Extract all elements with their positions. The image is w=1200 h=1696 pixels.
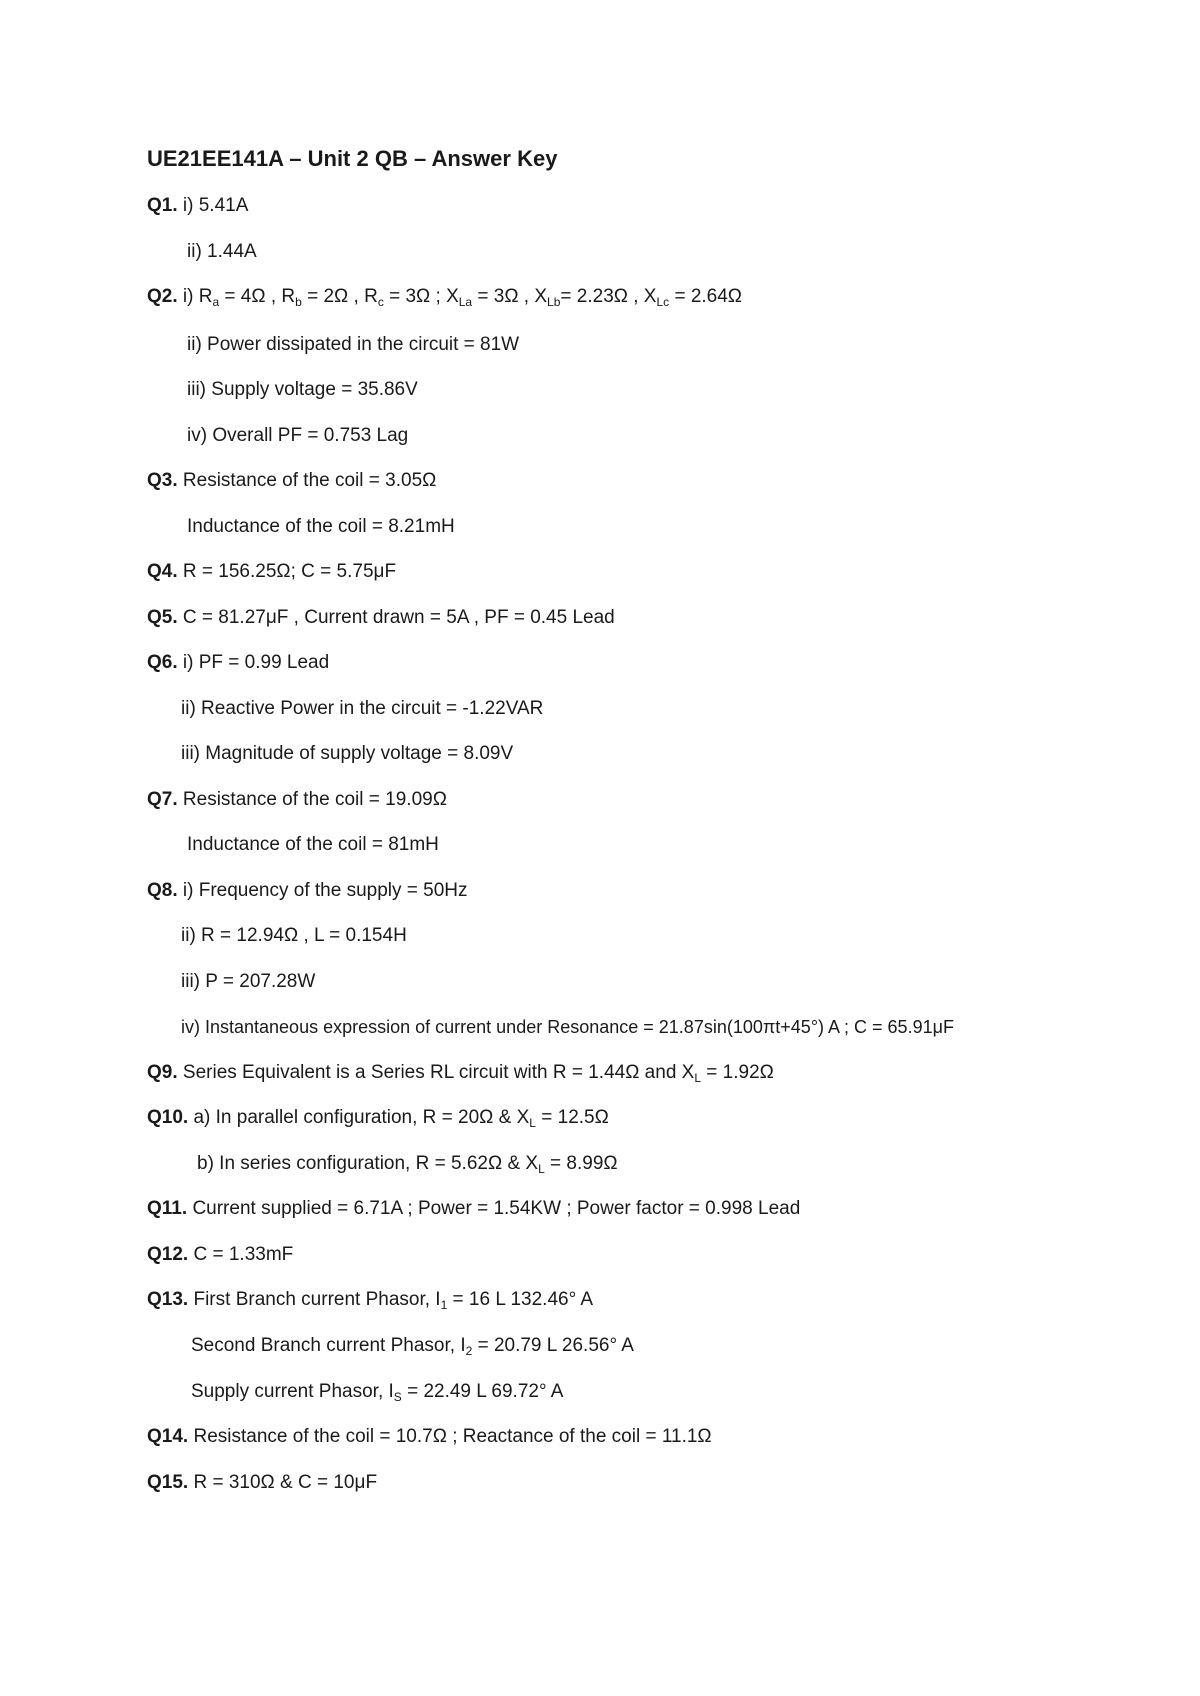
q10-answer-b: b) In series configuration, R = 5.62Ω & $X_L = 8.99\Omega$: [197, 1153, 618, 1176]
q8-answer-i: i) Frequency of the supply = 50Hz: [182, 880, 468, 901]
q8-answer-iii: iii) P = 207.28W: [181, 971, 316, 992]
q12-answer: C = 1.33mF: [193, 1244, 294, 1265]
q15-answer: R = 310Ω & C = 10μF: [193, 1472, 378, 1493]
q3-label: Q3.: [147, 470, 178, 491]
q14-line: [147, 1425, 712, 1449]
q7-line-a: [147, 788, 447, 812]
q8-line-i: [147, 879, 468, 903]
q8-label: Q8.: [147, 880, 178, 901]
q5-answer: C = 81.27μF , Current drawn = 5A , PF = 0.45 Lead: [182, 607, 615, 628]
q2-answer-i: i) $R_a = 4\Omega$ , $R_b = 2\Omega$ , $R_c = 3\Omega$ ; $X_{La} = 3\Omega$ , $X_{Lb}= 2.23\Omega$ , $X_{Lc} = 2.64\Omega$: [182, 286, 743, 309]
q1-answer-i: i) 5.41A: [182, 195, 249, 216]
q6-answer-i: i) PF = 0.99 Lead: [182, 652, 330, 673]
q10-label: Q10.: [147, 1107, 189, 1128]
q5-line: [147, 606, 615, 630]
q6-answer-ii: ii) Reactive Power in the circuit = -1.22VAR: [181, 698, 544, 719]
q2-line-i: [147, 285, 742, 309]
q10-answer-a: a) In parallel configuration, R = 20Ω & $X_L = 12.5\Omega$: [193, 1107, 609, 1130]
q13-label: Q13.: [147, 1289, 189, 1310]
q9-answer: Series Equivalent is a Series RL circuit with R = 1.44Ω and $X_L = 1.92\Omega$: [182, 1062, 774, 1085]
document-title: UE21EE141A – Unit 2 QB – Answer Key: [147, 146, 558, 171]
q7-answer-b: Inductance of the coil = 81mH: [187, 834, 439, 855]
q5-label: Q5.: [147, 607, 178, 628]
q15-label: Q15.: [147, 1472, 189, 1493]
q3-line-a: [147, 469, 436, 493]
q6-label: Q6.: [147, 652, 178, 673]
q1-line-i: [147, 194, 248, 218]
q8-answer-ii: ii) R = 12.94Ω , L = 0.154H: [181, 925, 407, 946]
q3-answer-b: Inductance of the coil = 8.21mH: [187, 516, 455, 537]
q13-answer-a: First Branch current Phasor, $I_1 = 16$ L 132.46° A: [193, 1289, 594, 1312]
q7-label: Q7.: [147, 789, 178, 810]
q2-answer-iii: iii) Supply voltage = 35.86V: [187, 379, 418, 400]
q1-label: Q1.: [147, 195, 178, 216]
q9-label: Q9.: [147, 1062, 178, 1083]
q15-line: [147, 1471, 377, 1495]
q8-answer-iv: iv) Instantaneous expression of current under Resonance = 21.87sin(100πt+45°) A ; C = 65.91μF: [181, 1017, 954, 1037]
q2-answer-ii: ii) Power dissipated in the circuit = 81W: [187, 334, 520, 355]
q13-line-a: [147, 1288, 593, 1312]
q4-label: Q4.: [147, 561, 178, 582]
q3-answer-a: Resistance of the coil = 3.05Ω: [182, 470, 437, 491]
q13-answer-c: Supply current Phasor, $I_S = 22.49$ L 69.72° A: [191, 1381, 564, 1404]
q2-answer-iv: iv) Overall PF = 0.753 Lag: [187, 425, 409, 446]
q11-answer: Current supplied = 6.71A ; Power = 1.54KW ; Power factor = 0.998 Lead: [192, 1198, 801, 1219]
q11-line: [147, 1197, 800, 1221]
q12-line: [147, 1243, 293, 1267]
q6-line-i: [147, 651, 329, 675]
q13-answer-b: Second Branch current Phasor, $I_2 = 20.79$ L 26.56° A: [191, 1335, 634, 1358]
q4-line: [147, 560, 396, 584]
q12-label: Q12.: [147, 1244, 189, 1265]
q7-answer-a: Resistance of the coil = 19.09Ω: [182, 789, 447, 810]
q14-label: Q14.: [147, 1426, 189, 1447]
q4-answer: R = 156.25Ω; C = 5.75μF: [182, 561, 397, 582]
q1-answer-ii: ii) 1.44A: [187, 241, 257, 262]
q6-answer-iii: iii) Magnitude of supply voltage = 8.09V: [181, 743, 514, 764]
q14-answer: Resistance of the coil = 10.7Ω ; Reactance of the coil = 11.1Ω: [193, 1426, 712, 1447]
q11-label: Q11.: [147, 1198, 188, 1219]
q9-line: [147, 1061, 774, 1085]
q10-line-a: [147, 1106, 609, 1130]
q2-label: Q2.: [147, 286, 178, 307]
